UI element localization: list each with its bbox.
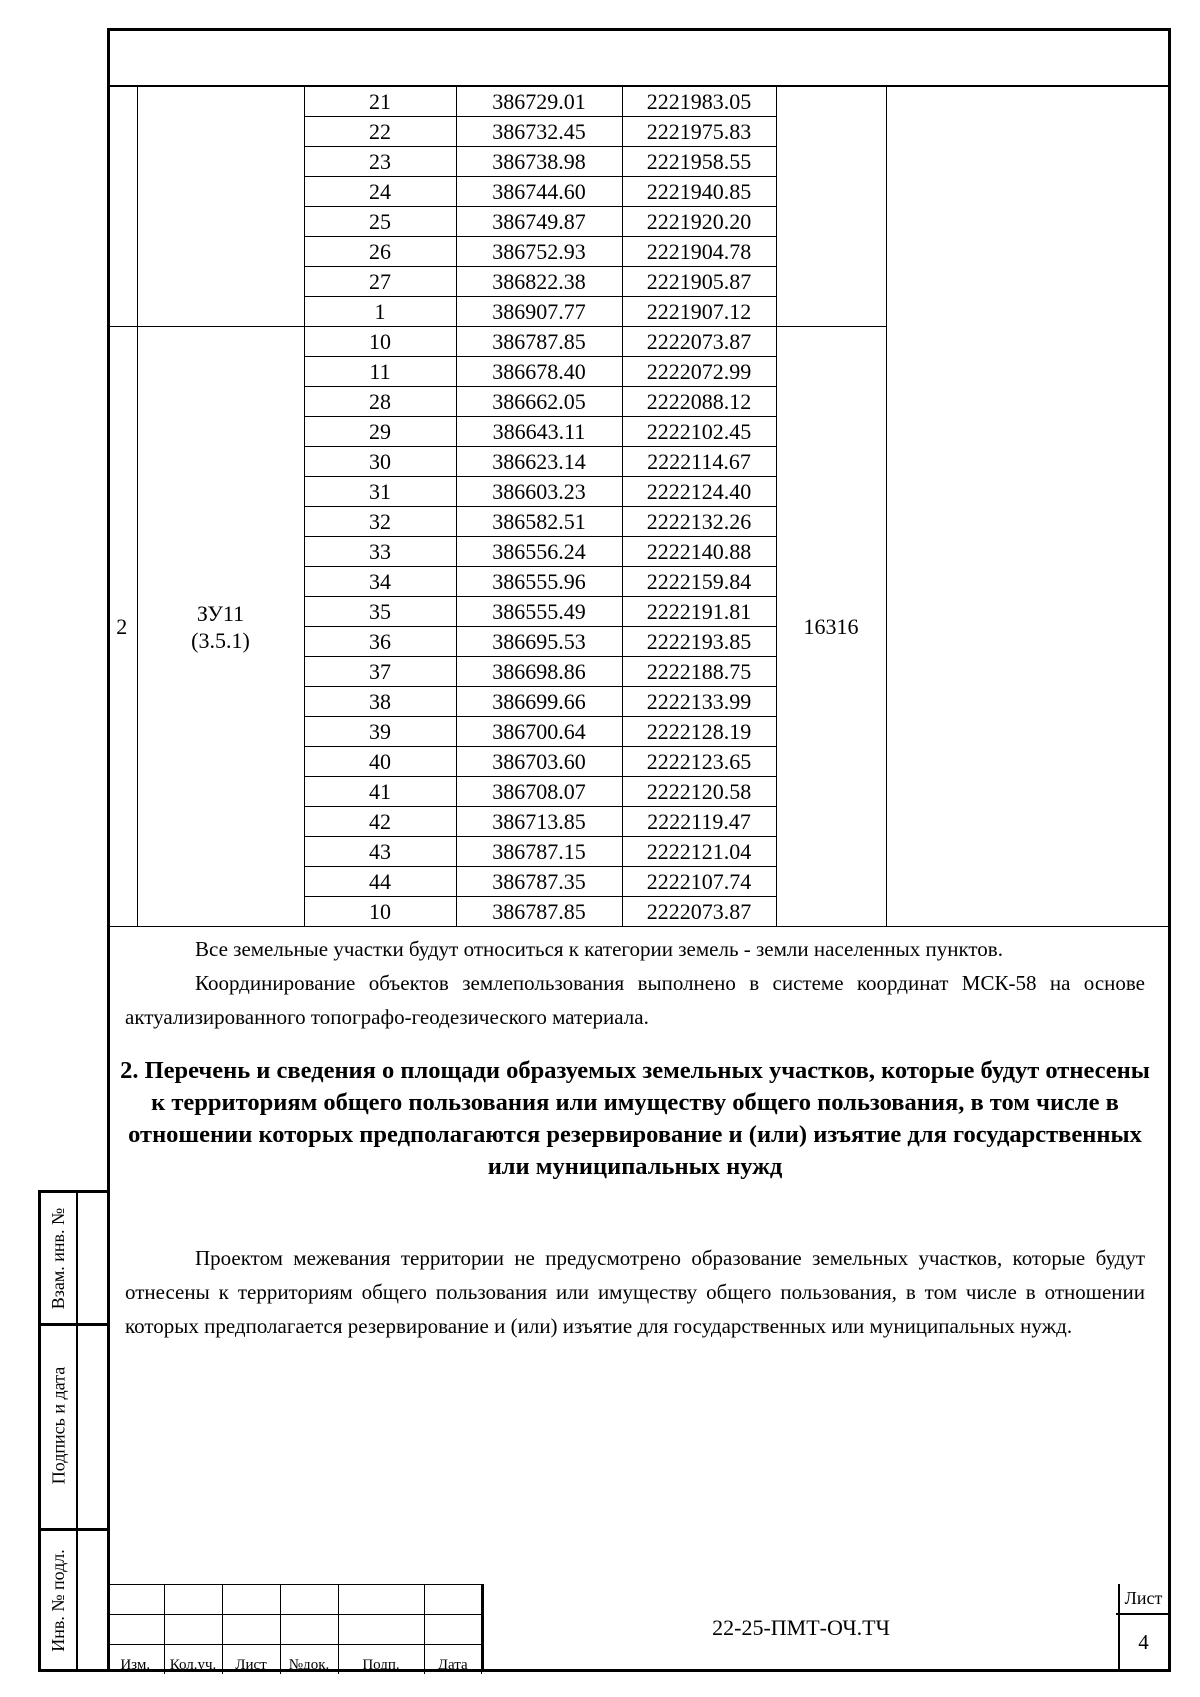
parcel-use-code: (3.5.1) <box>191 627 250 653</box>
cell-x: 386678.40 <box>456 357 622 387</box>
cell-point: 32 <box>304 507 456 537</box>
parcel-id: ЗУ11 <box>196 600 245 626</box>
cell-point: 38 <box>304 687 456 717</box>
cell-x: 386787.35 <box>456 867 622 897</box>
cell-point: 26 <box>304 237 456 267</box>
cell-x: 386713.85 <box>456 807 622 837</box>
cell-x: 386787.15 <box>456 837 622 867</box>
cell-y: 2222124.40 <box>622 477 776 507</box>
cell-y: 2222107.74 <box>622 867 776 897</box>
cell-point: 29 <box>304 417 456 447</box>
cell-x: 386623.14 <box>456 447 622 477</box>
cell-y: 2221904.78 <box>622 237 776 267</box>
cell-x: 386556.24 <box>456 537 622 567</box>
parcel1-name-cell <box>137 87 304 327</box>
cell-x: 386752.93 <box>456 237 622 267</box>
cell-x: 386708.07 <box>456 777 622 807</box>
paragraph-land-category: Все земельные участки будут относиться к категории земель - земли населенных пунктов. <box>195 937 1003 961</box>
cell-x: 386582.51 <box>456 507 622 537</box>
cell-point: 42 <box>304 807 456 837</box>
cell-x: 386729.01 <box>456 87 622 117</box>
cell-y: 2222133.99 <box>622 687 776 717</box>
cell-y: 2222140.88 <box>622 537 776 567</box>
cell-point: 33 <box>304 537 456 567</box>
cell-x: 386749.87 <box>456 207 622 237</box>
cell-x: 386603.23 <box>456 477 622 507</box>
cell-y: 2221907.12 <box>622 297 776 327</box>
side-stamp <box>38 1190 107 1672</box>
cell-y: 2222121.04 <box>622 837 776 867</box>
section-heading: 2. Перечень и сведения о площади образуемых земельных участков, которые будут отнесены к территориям общего пользования или имуществу общего пользования, в том числе в отношении которых предполагаются резервирование и (или) изъятие для государственных или муниципальных нужд <box>120 1057 1150 1180</box>
parcel1-area-cell <box>776 87 886 327</box>
cell-y: 2222073.87 <box>622 897 776 927</box>
cell-point: 34 <box>304 567 456 597</box>
parcel-area: 16316 <box>776 327 886 927</box>
cell-y: 2222119.47 <box>622 807 776 837</box>
parcel-number: 2 <box>107 327 137 927</box>
table-row <box>107 87 1171 117</box>
header-list: Лист <box>222 1645 280 1675</box>
cell-point: 10 <box>304 897 456 927</box>
paragraph-public-land: Проектом межевания территории не предусмотрено образование земельных участков, которые будут отнесены к территориям общего пользования или имуществу общего пользования, в том числе в отношении которых предполагается резервирование и (или) изъятие для государственных или муниципальных нужд. <box>125 1246 1145 1338</box>
cell-point: 40 <box>304 747 456 777</box>
cell-y: 2222193.85 <box>622 627 776 657</box>
cell-point: 24 <box>304 177 456 207</box>
paragraph-coordinate-system: Координирование объектов землепользования выполнено в системе координат МСК-58 на основе актуализированного топографо-геодезического материала. <box>125 971 1145 1029</box>
sheet-label: Лист <box>1116 1584 1171 1615</box>
side-label-inv: Инв. № подл. <box>48 1548 68 1652</box>
cell-point: 10 <box>304 327 456 357</box>
cell-x: 386698.86 <box>456 657 622 687</box>
side-stamp-divider <box>76 1193 78 1669</box>
cell-point: 11 <box>304 357 456 387</box>
cell-point: 31 <box>304 477 456 507</box>
cell-point: 23 <box>304 147 456 177</box>
parcel-name <box>137 327 304 927</box>
cell-point: 41 <box>304 777 456 807</box>
header-data: Дата <box>424 1645 482 1675</box>
notes-cell <box>886 87 1171 927</box>
cell-x: 386555.96 <box>456 567 622 597</box>
revision-table <box>107 1584 482 1674</box>
cell-y: 2222114.67 <box>622 447 776 477</box>
cell-y: 2221983.05 <box>622 87 776 117</box>
header-izm: Изм. <box>107 1645 164 1675</box>
header-podp: Подп. <box>338 1645 424 1675</box>
document-code: 22-25-ПМТ-ОЧ.ТЧ <box>482 1584 1120 1672</box>
cell-x: 386643.11 <box>456 417 622 447</box>
cell-y: 2221940.85 <box>622 177 776 207</box>
cell-y: 2222159.84 <box>622 567 776 597</box>
cell-x: 386787.85 <box>456 897 622 927</box>
cell-y: 2221975.83 <box>622 117 776 147</box>
cell-point: 25 <box>304 207 456 237</box>
cell-y: 2222188.75 <box>622 657 776 687</box>
title-block <box>107 1584 1171 1672</box>
cell-y: 2222132.26 <box>622 507 776 537</box>
cell-point: 44 <box>304 867 456 897</box>
cell-point: 30 <box>304 447 456 477</box>
cell-x: 386787.85 <box>456 327 622 357</box>
cell-y: 2222102.45 <box>622 417 776 447</box>
cell-x: 386703.60 <box>456 747 622 777</box>
cell-point: 36 <box>304 627 456 657</box>
cell-x: 386738.98 <box>456 147 622 177</box>
header-kol-uch: Кол.уч. <box>164 1645 222 1675</box>
cell-y: 2222072.99 <box>622 357 776 387</box>
cell-point: 28 <box>304 387 456 417</box>
header-ndok: №док. <box>280 1645 338 1675</box>
side-label-podpis: Подпись и дата <box>48 1366 68 1485</box>
cell-point: 21 <box>304 87 456 117</box>
cell-y: 2222123.65 <box>622 747 776 777</box>
cell-point: 27 <box>304 267 456 297</box>
parcel1-number-cell <box>107 87 137 327</box>
cell-x: 386662.05 <box>456 387 622 417</box>
cell-x: 386732.45 <box>456 117 622 147</box>
cell-x: 386555.49 <box>456 597 622 627</box>
cell-x: 386695.53 <box>456 627 622 657</box>
cell-point: 43 <box>304 837 456 867</box>
coordinates-table <box>107 86 1171 924</box>
cell-x: 386744.60 <box>456 177 622 207</box>
cell-point: 1 <box>304 297 456 327</box>
cell-y: 2222191.81 <box>622 597 776 627</box>
cell-point: 37 <box>304 657 456 687</box>
cell-x: 386907.77 <box>456 297 622 327</box>
cell-x: 386699.66 <box>456 687 622 717</box>
cell-point: 22 <box>304 117 456 147</box>
cell-y: 2221920.20 <box>622 207 776 237</box>
cell-y: 2222128.19 <box>622 717 776 747</box>
sheet-number: 4 <box>1138 1630 1149 1654</box>
cell-point: 35 <box>304 597 456 627</box>
side-label-vzam: Взам. инв. № <box>48 1207 68 1309</box>
cell-x: 386822.38 <box>456 267 622 297</box>
cell-y: 2222120.58 <box>622 777 776 807</box>
cell-y: 2221958.55 <box>622 147 776 177</box>
cell-x: 386700.64 <box>456 717 622 747</box>
cell-point: 39 <box>304 717 456 747</box>
cell-y: 2221905.87 <box>622 267 776 297</box>
cell-y: 2222088.12 <box>622 387 776 417</box>
cell-y: 2222073.87 <box>622 327 776 357</box>
